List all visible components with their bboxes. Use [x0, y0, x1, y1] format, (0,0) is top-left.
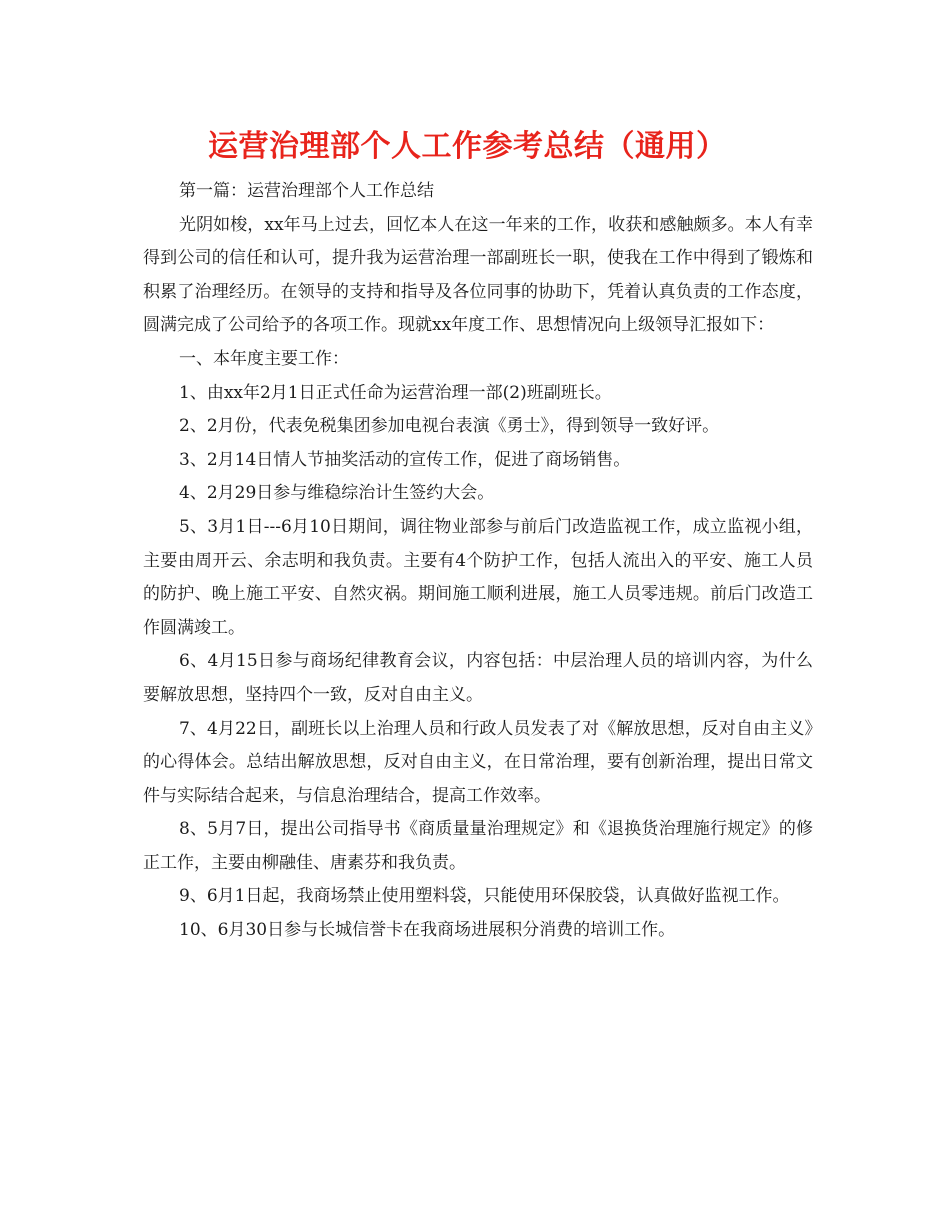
work-item-10: 10、6月30日参与长城信誉卡在我商场进展积分消费的培训工作。 [179, 920, 676, 941]
work-item-6: 6、4月15日参与商场纪律教育会议，内容包括：中层治理人员的培训内容，为什么要解放思想，坚持四个一致，反对自由主义。 [143, 651, 813, 705]
work-item-8: 8、5月7日，提出公司指导书《商质量量治理规定》和《退换货治理施行规定》的修正工作，主要由柳融佳、唐素芬和我负责。 [143, 819, 813, 873]
work-item-4: 4、2月29日参与维稳综治计生签约大会。 [179, 483, 495, 504]
work-item-7: 7、4月22日，副班长以上治理人员和行政人员发表了对《解放思想，反对自由主义》的心得体会。总结出解放思想，反对自由主义，在日常治理，要有创新治理，提出日常文件与实际结合起来，与信息治理结合，提高工作效率。 [143, 718, 813, 806]
main-work-heading: 一、本年度主要工作： [179, 348, 349, 369]
document-title: 运营治理部个人工作参考总结（通用） [208, 129, 727, 164]
work-item-2: 2、2月份，代表免税集团参加电视台表演《勇士》，得到领导一致好评。 [179, 416, 720, 437]
work-item-5: 5、3月1日---6月10日期间，调往物业部参与前后门改造监视工作，成立监视小组，主要由周开云、余志明和我负责。主要有4个防护工作，包括人流出入的平安、施工人员的防护、晚上施工平安、自然灾祸。期间施工顺利进展，施工人员零违规。前后门改造工作圆满竣工。 [143, 516, 813, 638]
work-item-9: 9、6月1日起，我商场禁止使用塑料袋，只能使用环保胶袋，认真做好监视工作。 [179, 886, 790, 907]
document-page [143, 125, 813, 948]
work-item-1: 1、由xx年2月1日正式任命为运营治理一部(2)班副班长。 [179, 382, 612, 403]
intro-paragraph: 光阴如梭，xx年马上过去，回忆本人在这一年来的工作，收获和感触颇多。本人有幸得到公司的信任和认可，提升我为运营治理一部副班长一职，使我在工作中得到了锻炼和积累了治理经历。在领导的支持和指导及各位同事的协助下，凭着认真负责的工作态度，圆满完成了公司给予的各项工作。现就xx年度工作、思想情况向上级领导汇报如下： [143, 214, 813, 336]
section-heading-part-one: 第一篇：运营治理部个人工作总结 [179, 181, 434, 201]
work-item-3: 3、2月14日情人节抽奖活动的宣传工作，促进了商场销售。 [179, 449, 631, 470]
